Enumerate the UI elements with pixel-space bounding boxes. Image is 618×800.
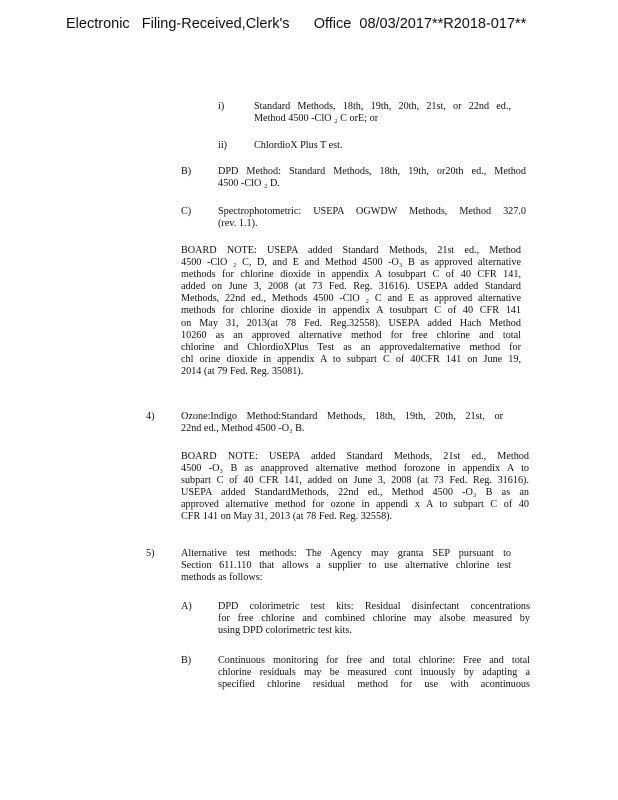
- text-line: 4500 -ClO ₂ D.: [218, 178, 280, 190]
- text-line: BOARD NOTE: USEPA added Standard Methods, 21st ed., Method: [181, 451, 529, 462]
- text-line: using DPD colorimetric test kits.: [218, 625, 352, 637]
- text-line: on May 31, 2013(at 78 Fed. Reg.32558). USEPA added Hach Method: [181, 317, 521, 329]
- item-label-b-continuous: B): [181, 655, 192, 666]
- item-text-i: [254, 101, 511, 125]
- item-text-continuous: [218, 655, 530, 691]
- item-label-i: i): [218, 101, 225, 112]
- text-line: subpart C of 40 CFR 141, added on June 3, 2008 (at 73 Fed. Reg. 31616).: [181, 475, 529, 487]
- item-label-a: A): [181, 601, 192, 612]
- text-line: Spectrophotometric: USEPA OGWDW Methods, Method 327.0: [218, 206, 526, 217]
- text-line: 4500 -ClO ₂ C, D, and E and Method 4500 -O₃ B as approved alternative: [181, 257, 521, 269]
- text-line: ChlordioX Plus T est.: [254, 140, 343, 151]
- text-line: specified chlorine residual method for use with acontinuous: [218, 679, 530, 691]
- text-line: (rev. 1.1).: [218, 218, 258, 230]
- text-line: Standard Methods, 18th, 19th, 20th, 21st, or 22nd ed.,: [254, 101, 511, 112]
- text-line: BOARD NOTE: USEPA added Standard Methods, 21st ed., Method: [181, 245, 521, 256]
- text-line: methods for chlorine dioxide in appendix A tosubpart C of 40 CFR 141: [181, 305, 521, 317]
- item-text-dpd-kits: [218, 601, 530, 637]
- text-line: DPD Method: Standard Methods, 18th, 19th, or20th ed., Method: [218, 166, 526, 177]
- text-line: USEPA added StandardMethods, 22nd ed., Method 4500 -O₃ B as an: [181, 487, 529, 499]
- text-line: 10260 as an approved alternative method for free chlorine and total: [181, 329, 521, 341]
- item-text-alternative: [181, 548, 511, 584]
- item-text-c: [218, 206, 526, 230]
- text-line: Methods, 22nd ed., Methods 4500 -ClO ₂ C and E as approved alternative: [181, 293, 521, 305]
- text-line: methods as follows:: [181, 572, 263, 584]
- text-line: Section 611.110 that allows a supplier to use alternative chlorine test: [181, 560, 511, 572]
- text-line: Ozone:Indigo Method:Standard Methods, 18th, 19th, 20th, 21st, or: [181, 411, 503, 422]
- item-label-c: C): [181, 206, 192, 217]
- item-text-ozone: [181, 411, 503, 435]
- text-line: 2014 (at 79 Fed. Reg. 35081).: [181, 365, 304, 377]
- board-note-ozone: [181, 451, 529, 524]
- item-label-ii: ii): [218, 140, 228, 151]
- filing-header: Electronic Filing-Received,Clerk's Office 08/03/2017**R2018-017**: [66, 16, 527, 32]
- text-line: approved alternative method for ozone in appendi x A to subpart C of 40: [181, 499, 529, 511]
- board-note-chlorine-dioxide: [181, 245, 521, 378]
- text-line: CFR 141 on May 31, 2013 (at 78 Fed. Reg. 32558).: [181, 511, 393, 523]
- text-line: added on June 3, 2008 (at 73 Fed. Reg. 31616). USEPA added Standard: [181, 281, 521, 293]
- text-line: chlorine residuals may be measured cont inuously by adapting a: [218, 667, 530, 679]
- text-line: for free chlorine and combined chlorine may alsobe measured by: [218, 613, 530, 625]
- item-text-ii: [254, 140, 511, 152]
- item-label-4: 4): [146, 411, 155, 422]
- text-line: 22nd ed., Method 4500 -O₃ B.: [181, 423, 305, 435]
- item-label-b-dpd: B): [181, 166, 192, 177]
- item-text-b-dpd: [218, 166, 526, 190]
- text-line: Method 4500 -ClO ₂ C orE; or: [254, 113, 379, 125]
- text-line: Alternative test methods: The Agency may granta SEP pursuant to: [181, 548, 511, 559]
- text-line: chlorine and ChlordioXPlus Test as an approvedalternative method for: [181, 341, 521, 353]
- text-line: 4500 -O₃ B as anapproved alternative method forozone in appendix A to: [181, 463, 529, 475]
- text-line: methods for chlorine dioxide in appendix A tosubpart C of 40 CFR 141,: [181, 269, 521, 281]
- text-line: Continuous monitoring for free and total chlorine: Free and total: [218, 655, 530, 666]
- item-label-5: 5): [146, 548, 155, 559]
- text-line: chl orine dioxide in appendix A to subpart C of 40CFR 141 on June 19,: [181, 353, 521, 365]
- text-line: DPD colorimetric test kits: Residual disinfectant concentrations: [218, 601, 530, 612]
